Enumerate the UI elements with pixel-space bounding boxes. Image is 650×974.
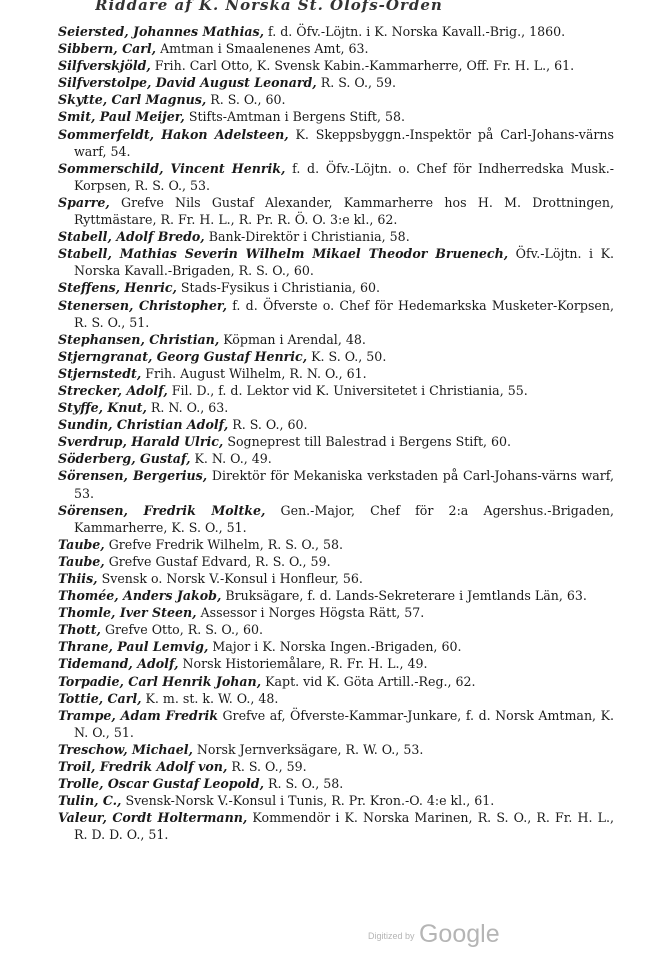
running-head: Riddare af K. Norska St. Olofs-Orden bbox=[95, 0, 443, 14]
entry-name: Seiersted, Johannes Mathias, bbox=[58, 24, 265, 39]
entry-description: K. Skeppsbyggn.-Inspektör på Carl-Johans-värns warf, 54. bbox=[74, 126, 614, 159]
register-entry bbox=[58, 416, 614, 433]
entry-description: Gen.-Major, Chef för 2:a Agershus.-Brigaden, Kammarherre, K. S. O., 51. bbox=[74, 502, 615, 535]
register-entry bbox=[58, 673, 614, 690]
entry-name: Skytte, Carl Magnus, bbox=[58, 92, 207, 108]
entry-description: Grefve Otto, R. S. O., 60. bbox=[100, 622, 264, 638]
entry-name: Tottie, Carl, bbox=[58, 690, 142, 706]
entry-name: Styffe, Knut, bbox=[58, 400, 147, 416]
entry-description: R. S. O., 60. bbox=[228, 417, 308, 433]
register-entry bbox=[58, 553, 614, 570]
register-entry bbox=[58, 433, 614, 450]
entry-name: Tulin, C., bbox=[58, 793, 122, 809]
entry-description: Grefve Fredrik Wilhelm, R. S. O., 58. bbox=[104, 536, 344, 552]
register-entry bbox=[58, 587, 614, 604]
register-entry bbox=[58, 74, 614, 91]
register-entry bbox=[58, 450, 614, 467]
register-entry bbox=[58, 331, 614, 348]
register-entry bbox=[58, 621, 614, 638]
entry-description: Assessor i Norges Högsta Rätt, 57. bbox=[196, 605, 425, 621]
entry-name: Sverdrup, Harald Ulric, bbox=[58, 434, 224, 450]
register-entry bbox=[58, 365, 614, 382]
entry-name: Stabell, Adolf Bredo, bbox=[58, 229, 205, 245]
entry-description: R. S. O., 60. bbox=[206, 92, 286, 108]
entry-description: Major i K. Norska Ingen.-Brigaden, 60. bbox=[208, 639, 462, 655]
entry-description: Bank-Direktör i Christiania, 58. bbox=[204, 229, 410, 245]
entry-description: K. N. O., 49. bbox=[190, 451, 272, 467]
entry-name: Silfverstolpe, David August Leonard, bbox=[58, 75, 317, 91]
entry-name: Sommerschild, Vincent Henrik, bbox=[58, 160, 286, 176]
register-entry bbox=[58, 279, 614, 296]
entry-name: Steffens, Henric, bbox=[58, 280, 177, 296]
register-entry bbox=[58, 382, 614, 399]
entry-description: R. N. O., 63. bbox=[146, 400, 229, 416]
entry-description: Fil. D., f. d. Lektor vid K. Universitetet i Christiania, 55. bbox=[167, 382, 528, 398]
entry-description: Amtman i Smaalenenes Amt, 63. bbox=[156, 41, 369, 57]
register-entry bbox=[58, 91, 614, 108]
entry-description: Svensk-Norsk V.-Konsul i Tunis, R. Pr. Kron.-O. 4:e kl., 61. bbox=[121, 793, 495, 809]
register-entry bbox=[58, 792, 614, 809]
register-entry bbox=[58, 809, 614, 843]
entry-description: Kommendör i K. Norska Marinen, R. S. O., R. Fr. H. L., R. D. D. O., 51. bbox=[74, 810, 615, 843]
entry-description: Norsk Jernverksägare, R. W. O., 53. bbox=[192, 741, 424, 757]
entry-name: Sörensen, Bergerius, bbox=[58, 468, 208, 484]
entry-name: Sundin, Christian Adolf, bbox=[58, 417, 229, 433]
entry-name: Sommerfeldt, Hakon Adelsteen, bbox=[58, 126, 289, 142]
register-entry bbox=[58, 23, 614, 40]
register-entry bbox=[58, 707, 614, 741]
entry-description: Grefve af, Öfverste-Kammar-Junkare, f. d. Norsk Amtman, K. N. O., 51. bbox=[74, 707, 614, 740]
entry-name: Stabell, Mathias Severin Wilhelm Mikael Theodor Bruenech, bbox=[58, 246, 509, 262]
entry-name: Stenersen, Christopher, bbox=[58, 297, 227, 313]
entry-description: Grefve Gustaf Edvard, R. S. O., 59. bbox=[104, 553, 331, 569]
entry-description: Norsk Historiemålare, R. Fr. H. L., 49. bbox=[178, 656, 428, 672]
entry-name: Strecker, Adolf, bbox=[58, 382, 168, 398]
entry-description: R. S. O., 59. bbox=[227, 759, 307, 775]
entry-description: Svensk o. Norsk V.-Konsul i Honfleur, 56. bbox=[97, 571, 363, 586]
entry-description: Direktör för Mekaniska verkstaden på Carl-Johans-värns warf, 53. bbox=[74, 468, 614, 501]
register-entry bbox=[58, 536, 614, 553]
entry-description: R. S. O., 59. bbox=[316, 75, 397, 91]
entry-name: Thomle, Iver Steen, bbox=[58, 605, 197, 621]
entry-name: Stephansen, Christian, bbox=[58, 331, 220, 347]
register-entry bbox=[58, 570, 614, 587]
digitized-by-label: Digitized by bbox=[368, 931, 415, 941]
entry-description: Sogneprest till Balestrad i Bergens Stift, 60. bbox=[223, 434, 512, 450]
entry-name: Trolle, Oscar Gustaf Leopold, bbox=[58, 776, 264, 792]
entry-description: Grefve Nils Gustaf Alexander, Kammarherre hos H. M. Drottningen, Ryttmästare, R. Fr. H. L., R. Pr. R. Ö. O. 3:e kl., 62. bbox=[74, 194, 614, 228]
entry-description: Frih. Carl Otto, K. Svensk Kabin.-Kammarherre, Off. Fr. H. L., 61. bbox=[150, 58, 575, 74]
entry-name: Trampe, Adam Fredrik bbox=[58, 707, 218, 723]
entry-name: Sibbern, Carl, bbox=[58, 41, 157, 57]
register-entry bbox=[58, 57, 614, 74]
register-entry bbox=[58, 297, 614, 331]
entry-name: Valeur, Cordt Holtermann, bbox=[58, 810, 248, 826]
entry-list bbox=[58, 23, 614, 844]
entry-name: Thott, bbox=[58, 622, 101, 638]
entry-name: Thiis, bbox=[58, 571, 98, 586]
register-entry bbox=[58, 690, 614, 707]
register-entry bbox=[58, 245, 614, 279]
register-entry bbox=[58, 108, 614, 125]
entry-description: Köpman i Arendal, 48. bbox=[219, 331, 366, 347]
entry-description: f. d. Öfv.-Löjtn. i K. Norska Kavall.-Brig., 1860. bbox=[264, 24, 566, 39]
register-entry bbox=[58, 399, 614, 416]
register-entry bbox=[58, 604, 614, 621]
register-entry bbox=[58, 348, 614, 365]
entry-description: K. m. st. k. W. O., 48. bbox=[141, 690, 279, 706]
entry-name: Torpadie, Carl Henrik Johan, bbox=[58, 673, 262, 689]
entry-name: Sparre, bbox=[58, 194, 110, 210]
register-entry bbox=[58, 502, 614, 536]
entry-name: Silfverskjöld, bbox=[58, 58, 151, 74]
register-entry bbox=[58, 467, 614, 501]
entry-description: R. S. O., 58. bbox=[263, 776, 344, 792]
entry-name: Smit, Paul Meijer, bbox=[58, 109, 185, 125]
entry-description: Stifts-Amtman i Bergens Stift, 58. bbox=[184, 109, 405, 125]
entry-name: Thomée, Anders Jakob, bbox=[58, 588, 222, 604]
entry-name: Taube, bbox=[58, 536, 105, 552]
register-entry bbox=[58, 655, 614, 672]
register-entry bbox=[58, 126, 614, 160]
entry-name: Taube, bbox=[58, 553, 105, 569]
register-entry bbox=[58, 194, 614, 228]
entry-description: f. d. Öfv.-Löjtn. o. Chef för Indherredska Musk.-Korpsen, R. S. O., 53. bbox=[74, 160, 614, 193]
entry-description: Bruksägare, f. d. Lands-Sekreterare i Jemtlands Län, 63. bbox=[221, 588, 587, 604]
digitization-watermark bbox=[368, 920, 500, 949]
entry-description: f. d. Öfverste o. Chef för Hedemarkska Musketer-Korpsen, R. S. O., 51. bbox=[74, 297, 614, 330]
register-entry bbox=[58, 758, 614, 775]
entry-description: Kapt. vid K. Göta Artill.-Reg., 62. bbox=[261, 673, 476, 689]
register-entry bbox=[58, 638, 614, 655]
entry-description: Frih. August Wilhelm, R. N. O., 61. bbox=[141, 365, 367, 381]
entry-name: Stjernstedt, bbox=[58, 365, 142, 381]
google-logo: Google bbox=[418, 920, 500, 948]
entry-name: Thrane, Paul Lemvig, bbox=[58, 639, 209, 655]
entry-description: K. S. O., 50. bbox=[307, 348, 387, 364]
register-entry bbox=[58, 228, 614, 245]
register-entry bbox=[58, 40, 614, 57]
entry-name: Tidemand, Adolf, bbox=[58, 656, 179, 672]
entry-description: Stads-Fysikus i Christiania, 60. bbox=[176, 280, 381, 296]
register-entry bbox=[58, 160, 614, 194]
entry-name: Treschow, Michael, bbox=[58, 741, 193, 757]
entry-name: Troil, Fredrik Adolf von, bbox=[58, 759, 228, 775]
entry-name: Stjerngranat, Georg Gustaf Henric, bbox=[58, 348, 308, 364]
entry-description: Öfv.-Löjtn. i K. Norska Kavall.-Brigaden, R. S. O., 60. bbox=[74, 246, 614, 279]
register-entry bbox=[58, 775, 614, 792]
entry-name: Sörensen, Fredrik Moltke, bbox=[58, 502, 266, 518]
entry-name: Söderberg, Gustaf, bbox=[58, 451, 191, 467]
register-entry bbox=[58, 741, 614, 758]
